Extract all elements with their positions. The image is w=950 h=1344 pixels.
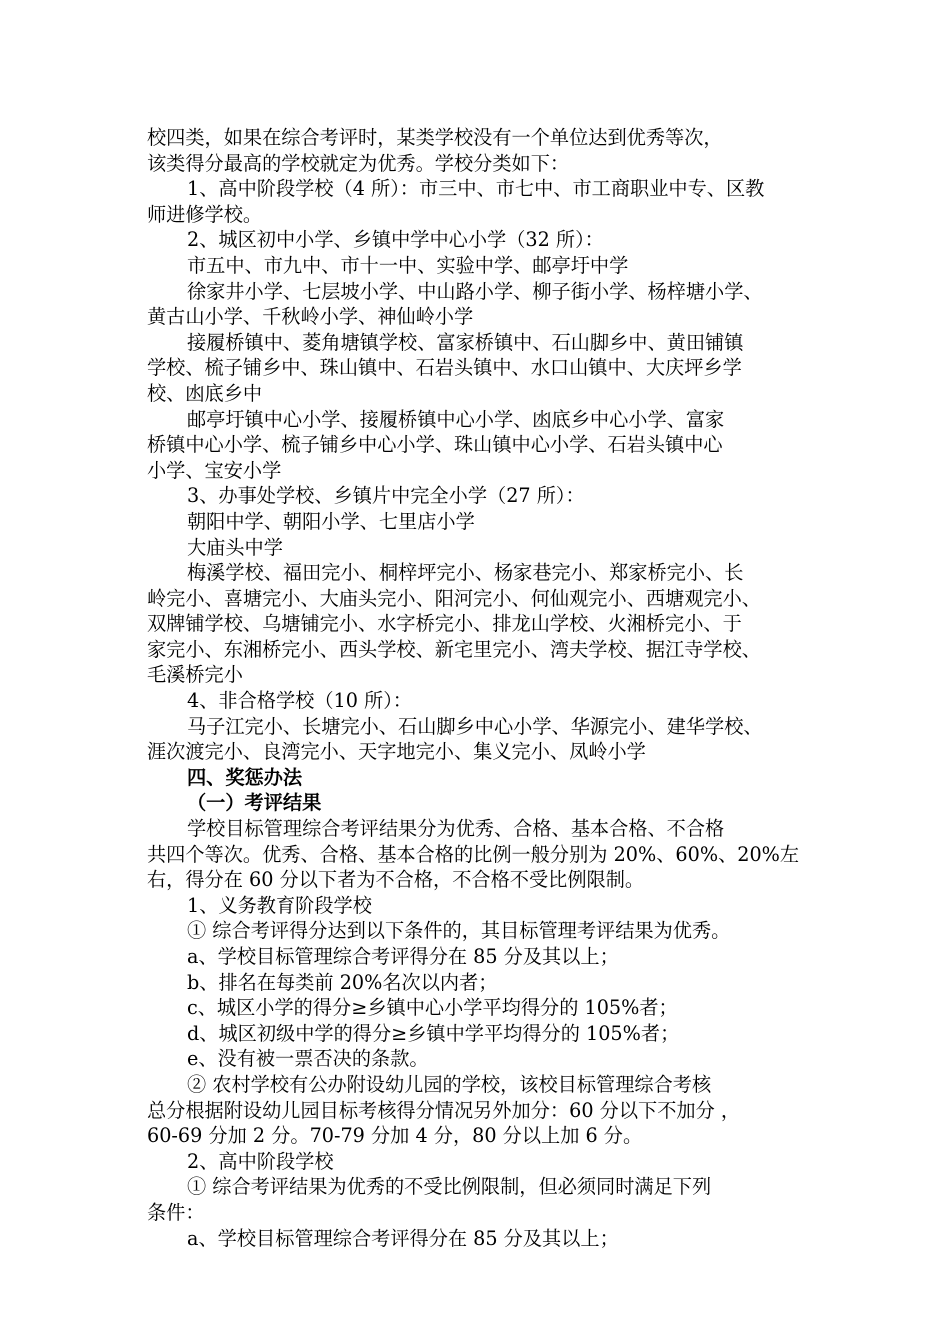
- text-line: 梅溪学校、福田完小、桐梓坪完小、杨家巷完小、郑家桥完小、长: [187, 561, 744, 585]
- text-line: 涯次渡完小、良湾完小、天字地完小、集义完小、凤岭小学: [147, 740, 646, 764]
- section-heading: 四、奖惩办法: [187, 765, 303, 789]
- text-line: 大庙头中学: [187, 535, 283, 559]
- text-line: 桥镇中心小学、梳子铺乡中心小学、珠山镇中心小学、石岩头镇中心: [147, 433, 723, 457]
- text-line: 朝阳中学、朝阳小学、七里店小学: [187, 509, 475, 533]
- text-line: 4、非合格学校（10 所）：: [187, 689, 412, 713]
- text-line: b、排名在每类前 20%名次以内者；: [187, 970, 498, 994]
- section-heading: （一）考评结果: [187, 791, 322, 815]
- text-line: 总分根据附设幼儿园目标考核得分情况另外加分：60 分以下不加分 ，: [147, 1098, 741, 1122]
- text-line: 学校、梳子铺乡中、珠山镇中、石岩头镇中、水口山镇中、大庆坪乡学: [147, 356, 742, 380]
- text-line: 毛溪桥完小: [147, 663, 243, 687]
- text-line: c、城区小学的得分≥乡镇中心小学平均得分的 105%者；: [187, 996, 678, 1020]
- text-line: 邮亭圩镇中心小学、接履桥镇中心小学、凼底乡中心小学、富家: [187, 407, 725, 431]
- text-line: d、城区初级中学的得分≥乡镇中学平均得分的 105%者；: [187, 1021, 680, 1045]
- text-line: 1、义务教育阶段学校: [187, 893, 372, 917]
- text-line: 接履桥镇中、菱角塘镇学校、富家桥镇中、石山脚乡中、黄田铺镇: [187, 330, 744, 354]
- text-line: 校、凼底乡中: [147, 381, 263, 405]
- text-line: 岭完小、喜塘完小、大庙头完小、阳河完小、何仙观完小、西塘观完小、: [147, 586, 761, 610]
- text-line: 双牌铺学校、乌塘铺完小、水字桥完小、排龙山学校、火湘桥完小、于: [147, 612, 742, 636]
- text-line: 2、高中阶段学校: [187, 1149, 334, 1173]
- text-line: 小学、宝安小学: [147, 458, 282, 482]
- text-line: 家完小、东湘桥完小、西头学校、新宅里完小、湾夫学校、据江寺学校、: [147, 637, 761, 661]
- text-line: 该类得分最高的学校就定为优秀。学校分类如下：: [147, 151, 570, 175]
- document-body: [147, 125, 819, 1251]
- text-line: ② 农村学校有公办附设幼儿园的学校，该校目标管理综合考核: [187, 1072, 712, 1096]
- text-line: 2、城区初中小学、乡镇中学中心小学（32 所）：: [187, 228, 604, 252]
- text-line: ① 综合考评结果为优秀的不受比例限制，但必须同时满足下列: [187, 1175, 712, 1199]
- text-line: 黄古山小学、千秋岭小学、神仙岭小学: [147, 305, 474, 329]
- text-line: 共四个等次。优秀、合格、基本合格的比例一般分别为 20%、60%、20%左: [147, 842, 800, 866]
- text-line: 右，得分在 60 分以下者为不合格，不合格不受比例限制。: [147, 868, 645, 892]
- text-line: 市五中、市九中、市十一中、实验中学、邮亭圩中学: [187, 253, 629, 277]
- text-line: 学校目标管理综合考评结果分为优秀、合格、基本合格、不合格: [187, 817, 725, 841]
- text-line: 徐家井小学、七层坡小学、中山路小学、柳子街小学、杨梓塘小学、: [187, 279, 763, 303]
- text-line: 条件：: [147, 1200, 205, 1224]
- text-line: a、学校目标管理综合考评得分在 85 分及其以上；: [187, 1226, 619, 1250]
- text-line: 师进修学校。: [147, 202, 263, 226]
- text-line: 校四类，如果在综合考评时，某类学校没有一个单位达到优秀等次，: [147, 126, 723, 149]
- text-line: a、学校目标管理综合考评得分在 85 分及其以上；: [187, 945, 619, 968]
- text-line: 3、办事处学校、乡镇片中完全小学（27 所）：: [187, 484, 585, 508]
- text-line: 1、高中阶段学校（4 所）：市三中、市七中、市工商职业中专、区教: [187, 177, 765, 201]
- text-line: 马子江完小、长塘完小、石山脚乡中心小学、华源完小、建华学校、: [187, 714, 763, 738]
- text-line: 60-69 分加 2 分。70-79 分加 4 分，80 分以上加 6 分。: [147, 1124, 643, 1148]
- text-line: ① 综合考评得分达到以下条件的，其目标管理考评结果为优秀。: [187, 919, 731, 943]
- text-line: e、没有被一票否决的条款。: [187, 1047, 429, 1071]
